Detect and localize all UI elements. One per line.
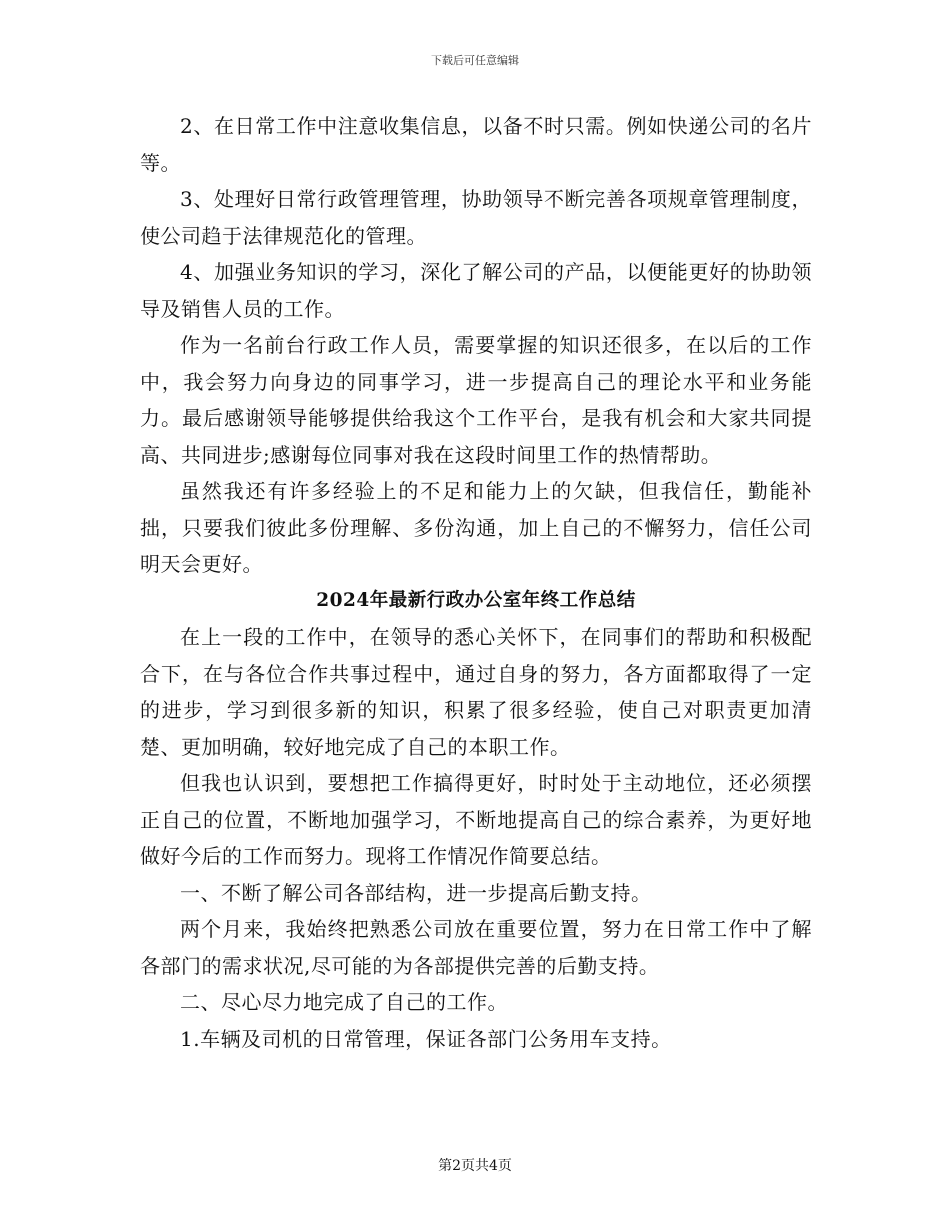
paragraph: 作为一名前台行政工作人员，需要掌握的知识还很多，在以后的工作中，我会努力向身边的同事学习，进一步提高自己的理论水平和业务能力。最后感谢领导能够提供给我这个工作平台，是我有机会和大家共同提高、共同进步;感谢每位同事对我在这段时间里工作的热情帮助。	[140, 333, 812, 467]
paragraph: 3、处理好日常行政管理管理，协助领导不断完善各项规章管理制度，使公司趋于法律规范化的管理。	[140, 187, 812, 248]
page-header: 下载后可任意编辑	[431, 54, 519, 67]
paragraph: 虽然我还有许多经验上的不足和能力上的欠缺，但我信任，勤能补拙，只要我们彼此多份理解、多份沟通，加上自己的不懈努力，信任公司明天会更好。	[140, 479, 812, 576]
paragraph: 二、尽心尽力地完成了自己的工作。	[180, 990, 508, 1014]
paragraph: 两个月来，我始终把熟悉公司放在重要位置，努力在日常工作中了解各部门的需求状况,尽可能的为各部提供完善的后勤支持。	[140, 917, 812, 978]
paragraph: 在上一段的工作中，在领导的悉心关怀下，在同事们的帮助和积极配合下，在与各位合作共事过程中，通过自身的努力，各方面都取得了一定的进步，学习到很多新的知识，积累了很多经验，使自己对职责更加清楚、更加明确，较好地完成了自己的本职工作。	[140, 625, 812, 759]
section-title: 2024年最新行政办公室年终工作总结	[316, 589, 636, 611]
paragraph: 一、不断了解公司各部结构，进一步提高后勤支持。	[180, 880, 652, 905]
page-number: 第2页共4页	[438, 1158, 512, 1174]
paragraph: 1.车辆及司机的日常管理，保证各部门公务用车支持。	[180, 1026, 672, 1051]
document-body	[140, 108, 812, 1057]
paragraph: 2、在日常工作中注意收集信息，以备不时只需。例如快递公司的名片等。	[140, 114, 812, 175]
paragraph: 但我也认识到，要想把工作搞得更好，时时处于主动地位，还必须摆正自己的位置，不断地加强学习，不断地提高自己的综合素养，为更好地做好今后的工作而努力。现将工作情况作简要总结。	[140, 771, 812, 868]
paragraph: 4、加强业务知识的学习，深化了解公司的产品，以便能更好的协助领导及销售人员的工作。	[140, 260, 812, 321]
